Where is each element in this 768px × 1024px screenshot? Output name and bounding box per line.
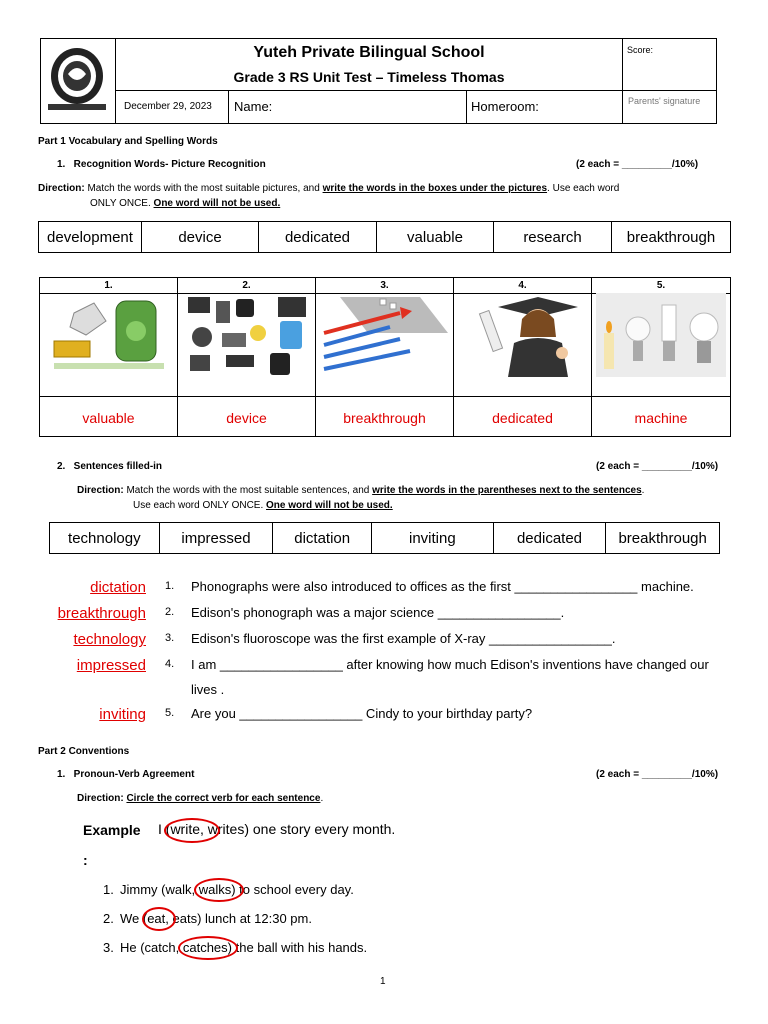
section-title: 1. Pronoun-Verb Agreement — [57, 769, 195, 780]
sentence-number: 4. — [165, 658, 175, 670]
sentence-answer: impressed — [76, 657, 146, 674]
picture-number: 2. — [242, 280, 251, 291]
picture-number: 3. — [380, 280, 389, 291]
word-bank-item: valuable — [377, 222, 494, 252]
picture-number: 1. — [104, 280, 113, 291]
picture-number: 5. — [656, 280, 666, 291]
direction-text — [77, 485, 737, 496]
points-label: (2 each = _________/10%) — [596, 461, 719, 472]
direction-label: Direction: — [77, 485, 124, 496]
item-number: 3. — [103, 940, 114, 955]
answer-circle — [194, 878, 244, 902]
direction-part: Match the words with the most suitable pictures, and — [84, 183, 323, 194]
sentence-number: 1. — [165, 580, 175, 592]
example-colon: : — [83, 852, 88, 868]
picture-cell — [178, 278, 316, 436]
word-bank-item: research — [494, 222, 612, 252]
section-title: 1. Recognition Words- Picture Recognition — [57, 159, 266, 170]
score-label: Score: — [627, 45, 654, 55]
picture-answer: dedicated — [492, 410, 553, 426]
direction-emphasis: One word will not be used. — [153, 198, 281, 209]
sentence-text: I am _________________ after knowing how much Edison's inventions have changed our — [191, 657, 709, 672]
name-label: Name: — [234, 99, 273, 114]
points-label: (2 each = _________/10%) — [596, 769, 719, 780]
word-bank — [49, 522, 720, 554]
direction-part: Match the words with the most suitable sentences, and — [123, 485, 373, 496]
word-bank-item: inviting — [372, 523, 494, 553]
direction-text-line2 — [133, 500, 393, 511]
breakthrough-arrows-image — [320, 293, 450, 377]
direction-part: Use each word ONLY ONCE. — [133, 500, 267, 511]
sentence-answer: dictation — [90, 579, 146, 596]
item-text: Jimmy (walk, walks) to school every day. — [120, 882, 354, 897]
word-bank-item: breakthrough — [618, 529, 707, 547]
direction-label: Direction: — [38, 183, 85, 194]
word-bank-item: breakthrough — [626, 228, 716, 246]
direction-text — [77, 793, 323, 804]
item-text: We (eat, eats) lunch at 12:30 pm. — [120, 911, 312, 926]
valuables-image — [44, 293, 174, 377]
word-bank-item: impressed — [160, 523, 274, 553]
light-bulbs-image — [596, 293, 726, 377]
sentence-number: 5. — [165, 707, 175, 719]
picture-answer: machine — [634, 410, 688, 426]
word-bank — [38, 221, 731, 253]
answer-circle — [178, 936, 238, 960]
sentence-text: Edison's phonograph was a major science _________________. — [191, 605, 565, 620]
sentence-text: Are you _________________ Cindy to your birthday party? — [191, 706, 533, 721]
school-name: Yuteh Private Bilingual School — [253, 44, 485, 61]
direction-emphasis: One word will not be used. — [266, 500, 393, 511]
direction-text-line2 — [90, 198, 280, 209]
header-divider — [116, 90, 622, 91]
test-date: December 29, 2023 — [124, 101, 212, 112]
sentence-answer: technology — [73, 631, 146, 648]
section-title: 2. Sentences filled-in — [57, 461, 163, 472]
score-divider — [622, 90, 717, 91]
picture-cell — [592, 278, 730, 436]
word-bank-item: development — [39, 222, 142, 252]
word-bank-item: device — [142, 222, 259, 252]
picture-cell — [316, 278, 454, 436]
word-bank-item: dictation — [273, 523, 372, 553]
direction-part: ONLY ONCE. — [90, 198, 154, 209]
picture-cell — [454, 278, 592, 436]
word-bank-item: technology — [50, 523, 160, 553]
direction-part: . Use each word — [547, 183, 620, 194]
example-label: Example — [83, 822, 141, 838]
test-title: Grade 3 RS Unit Test – Timeless Thomas — [233, 69, 505, 85]
picture-number: 4. — [518, 280, 527, 291]
item-text: He (catch, catches) the ball with his hands. — [120, 940, 368, 955]
answer-circle — [164, 818, 220, 843]
sentence-number: 3. — [165, 632, 175, 644]
parents-signature-label: Parents' signature — [628, 96, 701, 106]
picture-cell — [40, 278, 178, 436]
page-number: 1 — [380, 976, 386, 987]
picture-answer: device — [226, 410, 267, 426]
direction-label: Direction: — [77, 793, 124, 804]
word-bank-item: dedicated — [494, 523, 607, 553]
header-cell-divider — [228, 90, 229, 124]
direction-part: . — [641, 485, 645, 496]
sentence-answer: breakthrough — [57, 605, 146, 622]
points-label: (2 each = _________/10%) — [576, 159, 699, 170]
direction-text — [38, 183, 738, 194]
sentence-text-continued: lives . — [191, 682, 225, 697]
sentence-number: 2. — [165, 606, 175, 618]
answer-circle — [142, 907, 176, 931]
part2-title: Part 2 Conventions — [38, 746, 130, 757]
example-sentence: I (write, writes) one story every month. — [158, 821, 396, 837]
part1-title: Part 1 Vocabulary and Spelling Words — [38, 136, 218, 147]
item-number: 1. — [103, 882, 114, 897]
picture-table — [39, 277, 731, 437]
sentence-text: Phonographs were also introduced to offices as the first _________________ machine. — [191, 579, 694, 594]
picture-answer: valuable — [82, 410, 135, 426]
item-number: 2. — [103, 911, 114, 926]
direction-part: . — [320, 793, 324, 804]
direction-emphasis: write the words in the boxes under the pictures — [322, 183, 548, 194]
direction-emphasis: Circle the correct verb for each sentence — [126, 793, 321, 804]
devices-image — [182, 293, 312, 377]
sentence-text: Edison's fluoroscope was the first example of X-ray _________________. — [191, 631, 616, 646]
header-cell-divider — [466, 90, 467, 124]
homeroom-label: Homeroom: — [471, 99, 539, 114]
sentence-answer: inviting — [99, 706, 146, 723]
graduate-image — [458, 293, 588, 377]
picture-answer: breakthrough — [343, 410, 426, 426]
direction-emphasis: write the words in the parentheses next to the sentences — [372, 485, 642, 496]
word-bank-item: dedicated — [259, 222, 377, 252]
school-logo — [40, 38, 116, 124]
